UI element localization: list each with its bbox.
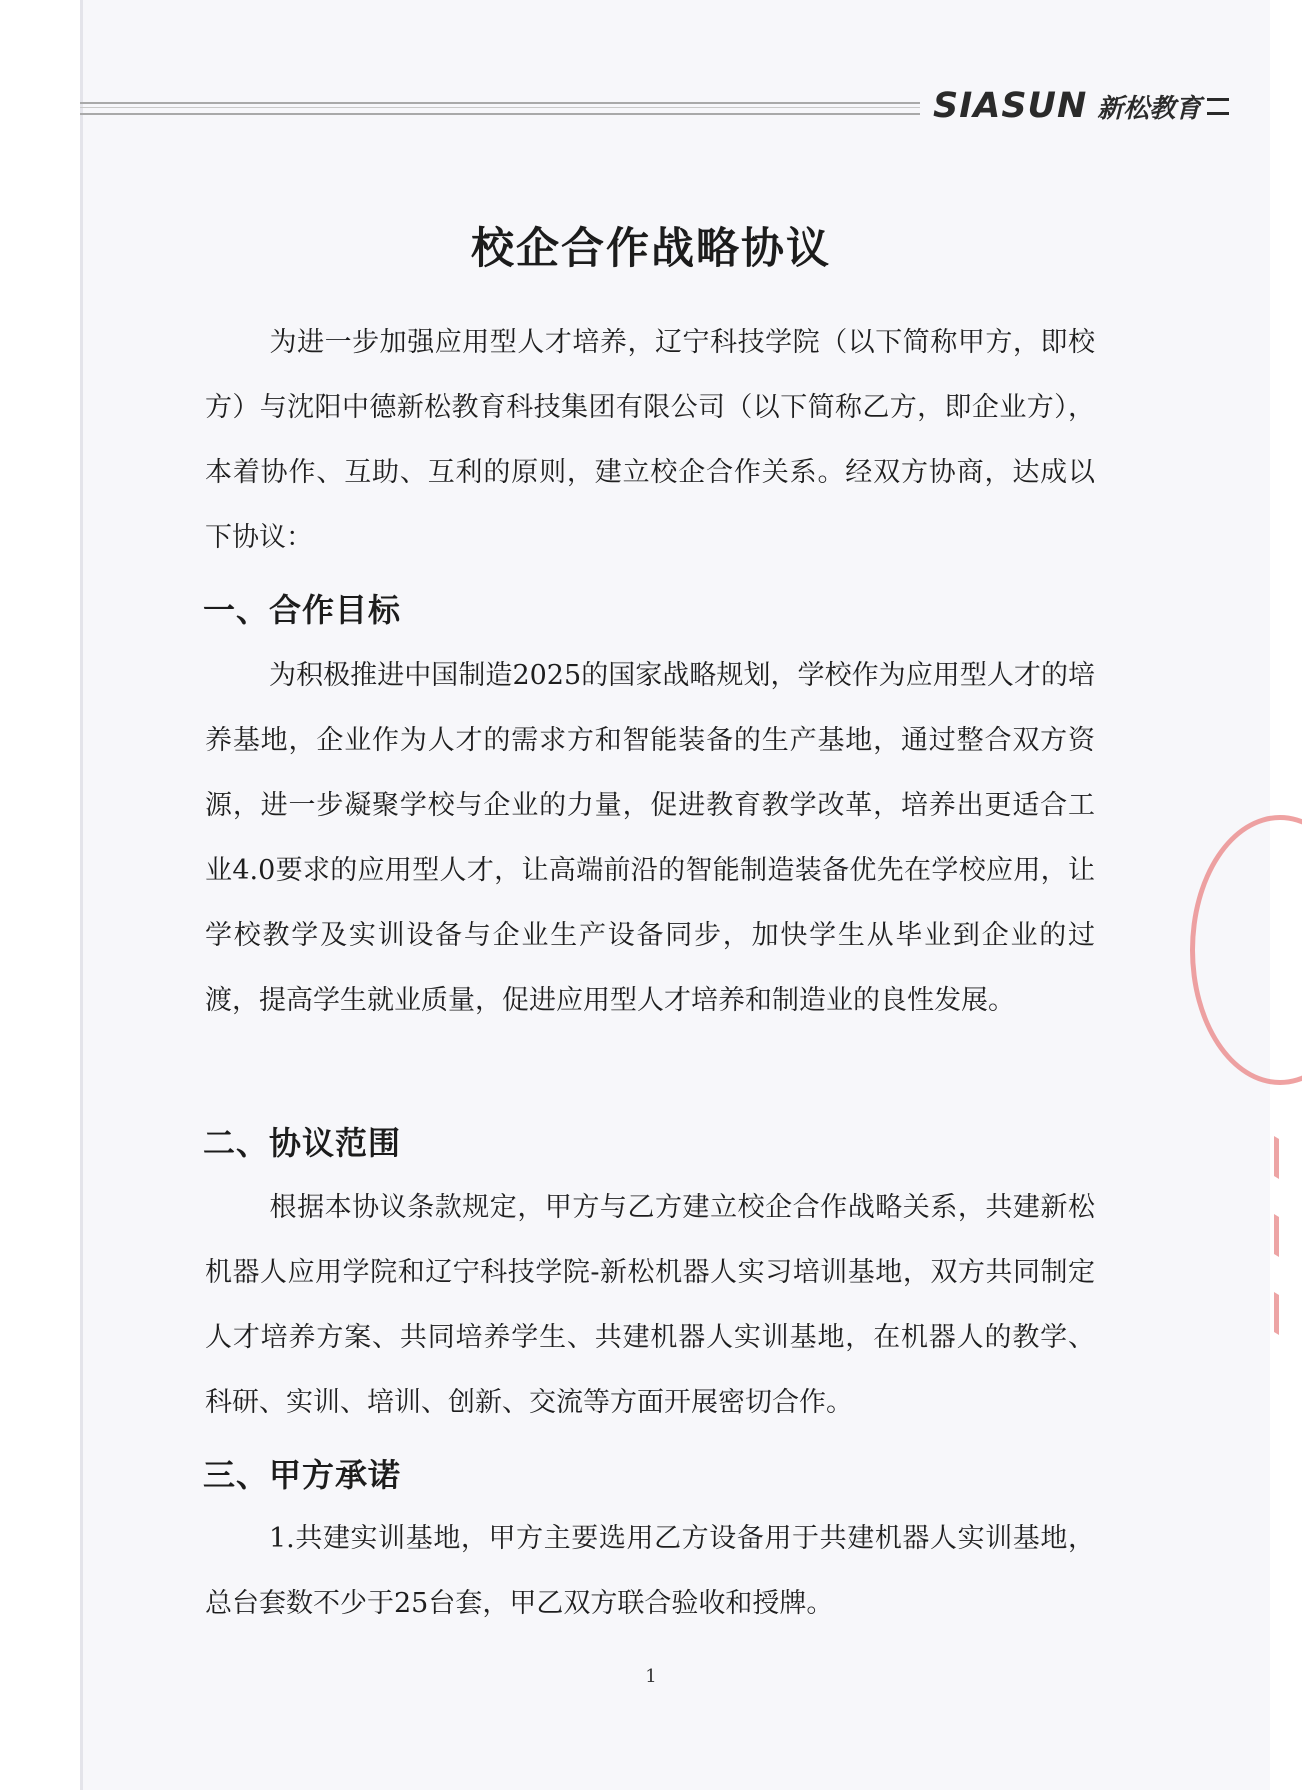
section-paragraph-party-a [205,1506,1095,1636]
section-heading-scope: 二、协议范围 [203,1124,402,1162]
page-number: 1 [645,1666,657,1687]
document-title: 校企合作战略协议 [471,224,831,274]
seam-seal [1248,1130,1288,1370]
siasun-logo [933,86,1229,126]
scope-text: 根据本协议条款规定，甲方与乙方建立校企合作战略关系，共建新松机器人应用学院和辽宁科技学院-新松机器人实习培训基地，双方共同制定人才培养方案、共同培养学生、共建机器人实训基地，在机器人的教学、科研、实训、培训、创新、交流等方面开展密切合作。 [205,1192,1095,1418]
intro-text: 为进一步加强应用型人才培养，辽宁科技学院（以下简称甲方，即校方）与沈阳中德新松教育科技集团有限公司（以下简称乙方，即企业方），本着协作、互助、互利的原则，建立校企合作关系。经双方协商，达成以下协议： [205,327,1095,553]
section-heading-party-a: 三、甲方承诺 [203,1456,402,1494]
logo-text-en: SIASUN [933,86,1088,126]
section-heading-goals: 一、合作目标 [203,591,402,629]
intro-paragraph [205,310,1095,570]
logo-text-cn: 新松教育 [1097,93,1202,124]
logo-bars-icon [1207,98,1229,115]
section-paragraph-scope [205,1175,1095,1435]
header-rule [80,102,920,115]
goals-text: 为积极推进中国制造2025的国家战略规划，学校作为应用型人才的培养基地，企业作为人才的需求方和智能装备的生产基地，通过整合双方资源，进一步凝聚学校与企业的力量，促进教育教学改革，培养出更适合工业4.0要求的应用型人才，让高端前沿的智能制造装备优先在学校应用，让学校教学及实训设备与企业生产设备同步，加快学生从毕业到企业的过渡，提高学生就业质量，促进应用型人才培养和制造业的良性发展。 [205,660,1095,1016]
party-a-text: 1.共建实训基地，甲方主要选用乙方设备用于共建机器人实训基地，总台套数不少于25台套，甲乙双方联合验收和授牌。 [205,1523,1095,1619]
section-paragraph-goals [205,643,1095,1033]
